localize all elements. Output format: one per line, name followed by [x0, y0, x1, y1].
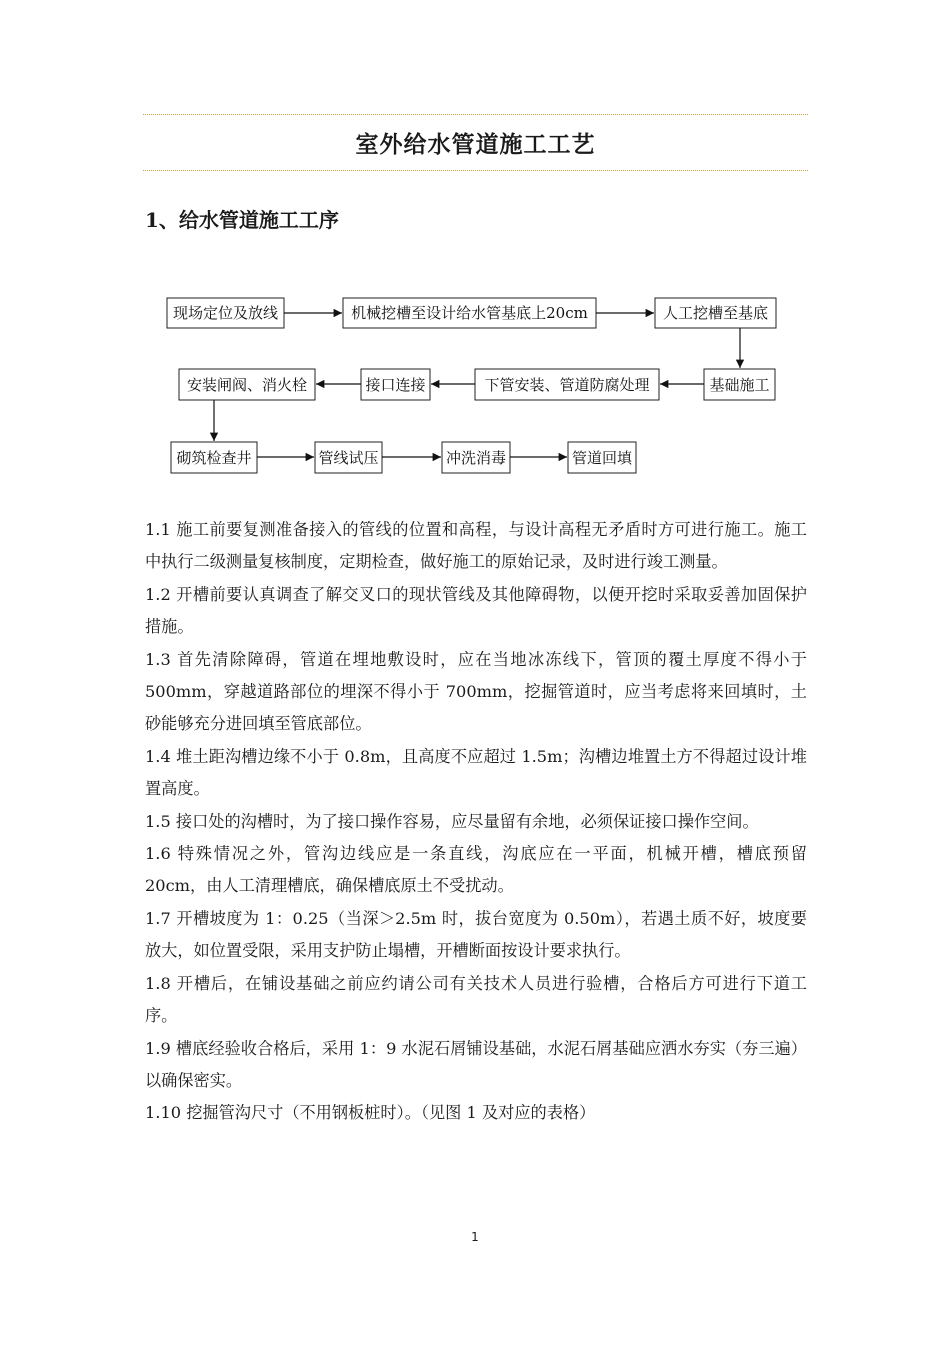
- flow-step-valve-hydrant: [179, 369, 315, 400]
- flow-step-joint-connection: [361, 369, 430, 400]
- flow-step-pipe-installation: [475, 369, 659, 400]
- svg-text:安装闸阀、消火栓: 安装闸阀、消火栓: [186, 376, 308, 394]
- paragraph-1-4: 1.4 堆土距沟槽边缘不小于 0.8m，且高度不应超过 1.5m；沟槽边堆置土方不得超过设计堆置高度。: [145, 746, 807, 799]
- section-heading: 1、给水管道施工工序: [145, 208, 339, 232]
- paragraph-1-10: 1.10 挖掘管沟尺寸（不用钢板桩时）。（见图 1 及对应的表格）: [145, 1103, 596, 1123]
- flow-step-machine-excavation: [343, 298, 596, 328]
- paragraph-1-8: 1.8 开槽后，在铺设基础之前应约请公司有关技术人员进行验槽，合格后方可进行下道工序。: [145, 973, 807, 1026]
- svg-text:接口连接: 接口连接: [365, 376, 426, 394]
- page-number: 1: [471, 1230, 479, 1244]
- flow-step-foundation: [704, 369, 775, 400]
- flow-step-flushing: [442, 442, 510, 473]
- flow-step-site-layout: [167, 298, 284, 328]
- document-title: 室外给水管道施工工艺: [355, 132, 596, 158]
- flow-step-manual-excavation: [655, 298, 776, 328]
- svg-text:基础施工: 基础施工: [709, 376, 770, 394]
- paragraph-1-3: 1.3 首先清除障碍，管道在埋地敷设时，应在当地冰冻线下，管顶的覆土厚度不得小于 500mm，穿越道路部位的埋深不得小于 700mm，挖掘管道时，应当考虑将来回填时，土砂能够充分进回填至管底部位。: [145, 649, 807, 734]
- flow-step-inspection-well: [171, 442, 257, 473]
- paragraph-1-7: 1.7 开槽坡度为 1：0.25（当深＞2.5m 时，拔台宽度为 0.50m），若遇土质不好，坡度要放大，如位置受限，采用支护防止塌槽，开槽断面按设计要求执行。: [145, 908, 807, 961]
- svg-text:管道回填: 管道回填: [571, 449, 633, 467]
- svg-text:机械挖槽至设计给水管基底上20cm: 机械挖槽至设计给水管基底上20cm: [351, 304, 588, 322]
- body-text: [145, 514, 807, 1130]
- svg-text:管线试压: 管线试压: [318, 449, 379, 467]
- svg-text:下管安装、管道防腐处理: 下管安装、管道防腐处理: [484, 376, 650, 394]
- paragraph-1-1: 1.1 施工前要复测准备接入的管线的位置和高程，与设计高程无矛盾时方可进行施工。施工中执行二级测量复核制度，定期检查，做好施工的原始记录，及时进行竣工测量。: [145, 520, 807, 572]
- svg-text:人工挖槽至基底: 人工挖槽至基底: [662, 304, 769, 322]
- flow-step-backfill: [568, 442, 636, 473]
- paragraph-1-5: 1.5 接口处的沟槽时，为了接口操作容易，应尽量留有余地，必须保证接口操作空间。: [145, 811, 759, 831]
- svg-text:冲洗消毒: 冲洗消毒: [445, 449, 507, 467]
- flow-step-pressure-test: [315, 442, 382, 473]
- paragraph-1-9: 1.9 槽底经验收合格后，采用 1：9 水泥石屑铺设基础，水泥石屑基础应洒水夯实（夯三遍）以确保密实。: [145, 1038, 807, 1090]
- process-flowchart: [0, 0, 950, 500]
- paragraph-1-2: 1.2 开槽前要认真调查了解交叉口的现状管线及其他障碍物，以便开挖时采取妥善加固保护措施。: [145, 584, 807, 637]
- paragraph-1-6: 1.6 特殊情况之外，管沟边线应是一条直线，沟底应在一平面，机械开槽，槽底预留 20cm，由人工清理槽底，确保槽底原土不受扰动。: [145, 844, 807, 896]
- svg-text:现场定位及放线: 现场定位及放线: [172, 304, 279, 322]
- svg-text:砌筑检查井: 砌筑检查井: [176, 449, 252, 467]
